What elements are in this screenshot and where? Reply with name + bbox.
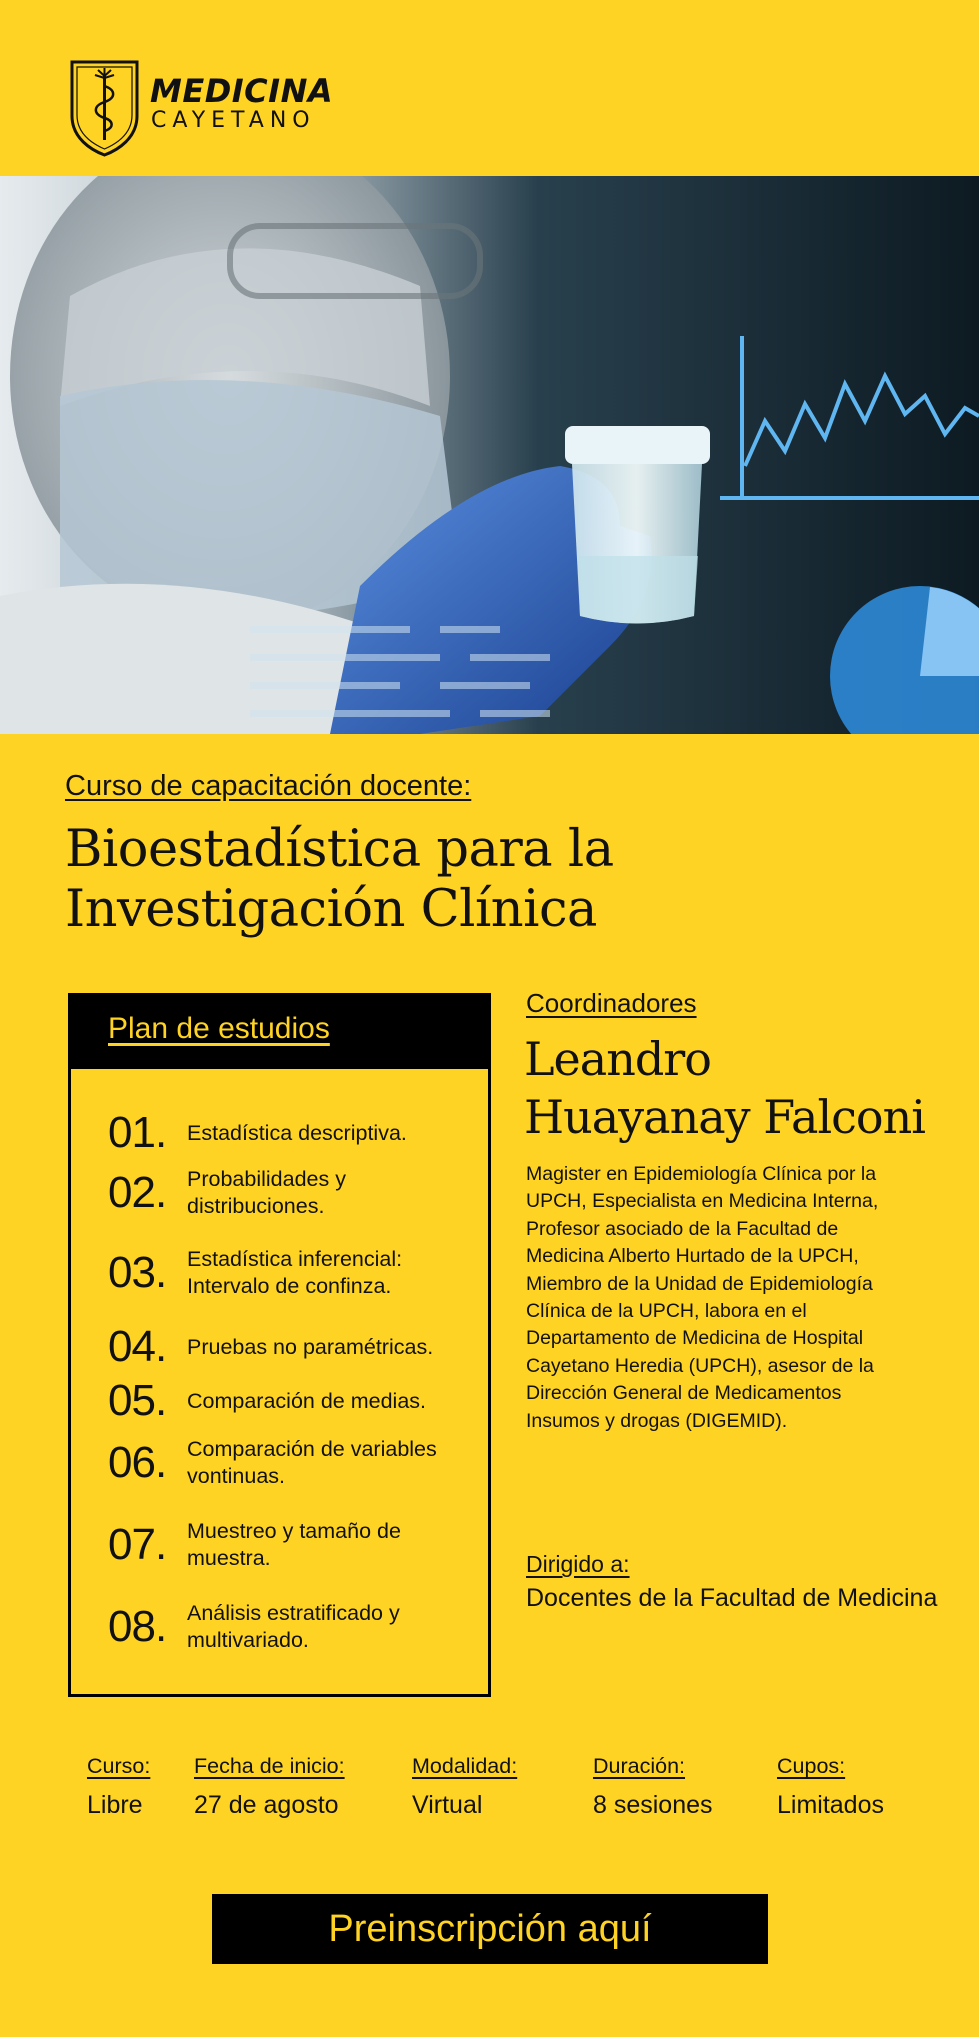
info-course-type bbox=[87, 1754, 150, 1820]
info-modality bbox=[412, 1754, 517, 1820]
study-plan-item-number: 05. bbox=[108, 1376, 167, 1425]
study-plan-item-text: Probabilidades y distribuciones. bbox=[187, 1167, 346, 1218]
info-value: 8 sesiones bbox=[593, 1791, 713, 1819]
study-plan-title: Plan de estudios bbox=[108, 1012, 330, 1045]
preregistration-button[interactable]: Preinscripción aquí bbox=[212, 1894, 768, 1964]
info-label: Fecha de inicio: bbox=[194, 1754, 345, 1778]
info-label: Duración: bbox=[593, 1754, 686, 1778]
study-plan-item-text: Muestreo y tamaño de muestra. bbox=[187, 1519, 401, 1570]
info-value: 27 de agosto bbox=[194, 1791, 339, 1819]
course-title-line-2: Investigación Clínica bbox=[65, 880, 597, 939]
sample-cup-icon bbox=[565, 426, 710, 624]
info-spots bbox=[777, 1754, 884, 1820]
coordinators-label: Coordinadores bbox=[526, 988, 697, 1018]
brand-subtitle: CAYETANO bbox=[151, 108, 316, 133]
info-duration bbox=[593, 1754, 713, 1820]
info-label: Cupos: bbox=[777, 1754, 846, 1778]
study-plan-item-text: Estadística descriptiva. bbox=[187, 1121, 407, 1145]
coordinator-bio: Magister en Epidemiología Clínica por la UPCH, Especialista en Medicina Interna, Profesor asociado de la Facultad de Medicina Alberto Hurtado de la UPCH, Miembro de la Unidad de Epidemiología Clínica de la UPCH, labora en el Departamento de Medicina de Hospital Cayetano Heredia (UPCH), asesor de la Dirección General de Medicamentos Insumos y drogas (DIGEMID). bbox=[526, 1163, 879, 1432]
header bbox=[0, 0, 979, 176]
audience-label: Dirigido a: bbox=[526, 1551, 630, 1577]
coordinator-last-name: Huayanay Falconi bbox=[524, 1090, 925, 1144]
hero-image bbox=[0, 176, 979, 734]
info-label: Modalidad: bbox=[412, 1754, 518, 1778]
study-plan-box bbox=[68, 993, 491, 1697]
study-plan-item-number: 01. bbox=[108, 1108, 167, 1157]
study-plan-item-number: 08. bbox=[108, 1602, 167, 1651]
brand-name: MEDICINA bbox=[150, 72, 334, 110]
info-start-date bbox=[194, 1754, 345, 1820]
coordinator-name bbox=[524, 1030, 964, 1146]
study-plan-item-text: Comparación de medias. bbox=[187, 1389, 427, 1413]
info-label: Curso: bbox=[87, 1754, 151, 1778]
study-plan-item-number: 02. bbox=[108, 1168, 167, 1217]
course-title bbox=[65, 820, 865, 940]
audience-value: Docentes de la Facultad de Medicina bbox=[526, 1584, 938, 1612]
study-plan-item-text: Estadística inferencial: Intervalo de confinza. bbox=[187, 1247, 403, 1298]
study-plan-item-number: 07. bbox=[108, 1520, 167, 1569]
study-plan-item-text: Pruebas no paramétricas. bbox=[187, 1335, 434, 1359]
study-plan-item-text: Análisis estratificado y multivariado. bbox=[187, 1601, 400, 1652]
study-plan-item-number: 06. bbox=[108, 1438, 167, 1487]
course-label: Curso de capacitación docente: bbox=[65, 770, 472, 802]
info-value: Libre bbox=[87, 1791, 143, 1819]
study-plan-header bbox=[71, 996, 488, 1069]
medicina-cayetano-shield-logo bbox=[68, 58, 141, 158]
info-value: Limitados bbox=[777, 1791, 884, 1819]
study-plan-item-text: Comparación de variables vontinuas. bbox=[187, 1437, 437, 1488]
study-plan-item-number: 03. bbox=[108, 1248, 167, 1297]
course-title-line-1: Bioestadística para la bbox=[65, 820, 614, 879]
coordinator-first-name: Leandro bbox=[524, 1032, 711, 1086]
info-value: Virtual bbox=[412, 1791, 483, 1819]
study-plan-item-number: 04. bbox=[108, 1322, 167, 1371]
